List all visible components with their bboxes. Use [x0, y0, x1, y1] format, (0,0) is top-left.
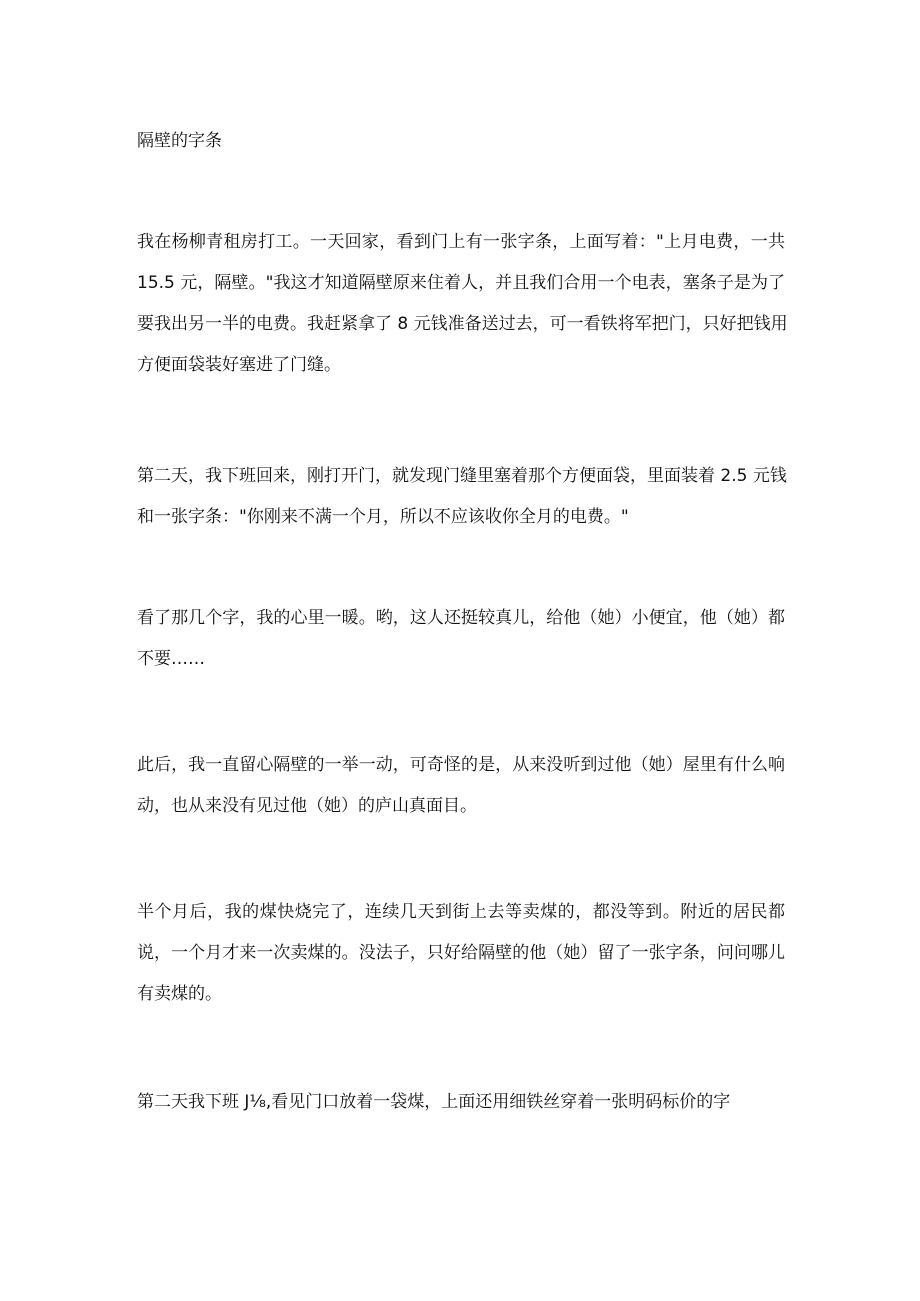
paragraph-line: 说，一个月才来一次卖煤的。没法子，只好给隔壁的他（她）留了一张字条，问问哪儿: [137, 943, 785, 963]
paragraph-line: 不要……: [137, 649, 205, 669]
paragraph-line: 此后，我一直留心隔壁的一举一动，可奇怪的是，从来没听到过他（她）屋里有什么响: [137, 755, 785, 775]
paragraph-4: [137, 745, 785, 827]
paragraph-line: 看了那几个字，我的心里一暖。哟，这人还挺较真儿，给他（她）小便宜，他（她）都: [137, 608, 785, 628]
paragraph-3: [137, 598, 785, 680]
paragraph-line: 动，也从来没有见过他（她）的庐山真面目。: [137, 796, 477, 816]
paragraph-1: [137, 222, 788, 386]
paragraph-2: [137, 456, 785, 538]
paragraph-line: 第二天，我下班回来，刚打开门，就发现门缝里塞着那个方便面袋，里面装着 2.5 元钱: [137, 466, 787, 486]
paragraph-6: [137, 1082, 785, 1123]
document-title: 隔壁的字条: [137, 131, 222, 151]
paragraph-line: 有卖煤的。: [137, 984, 222, 1004]
paragraph-line: 和一张字条："你刚来不满一个月，所以不应该收你全月的电费。": [137, 507, 629, 527]
paragraph-line: 第二天我下班 J⅛,看见门口放着一袋煤，上面还用细铁丝穿着一张明码标价的字: [137, 1092, 731, 1112]
paragraph-line: 15.5 元，隔壁。"我这才知道隔壁原来住着人，并且我们合用一个电表，塞条子是为了: [137, 273, 785, 293]
paragraph-line: 我在杨柳青租房打工。一天回家，看到门上有一张字条，上面写着："上月电费，一共: [137, 232, 785, 252]
paragraph-line: 方便面袋装好塞进了门缝。: [137, 355, 341, 375]
paragraph-5: [137, 892, 785, 1015]
paragraph-line: 半个月后，我的煤快烧完了，连续几天到街上去等卖煤的，都没等到。附近的居民都: [137, 902, 785, 922]
paragraph-line: 要我出另一半的电费。我赶紧拿了 8 元钱准备送过去，可一看铁将军把门，只好把钱用: [137, 314, 788, 334]
